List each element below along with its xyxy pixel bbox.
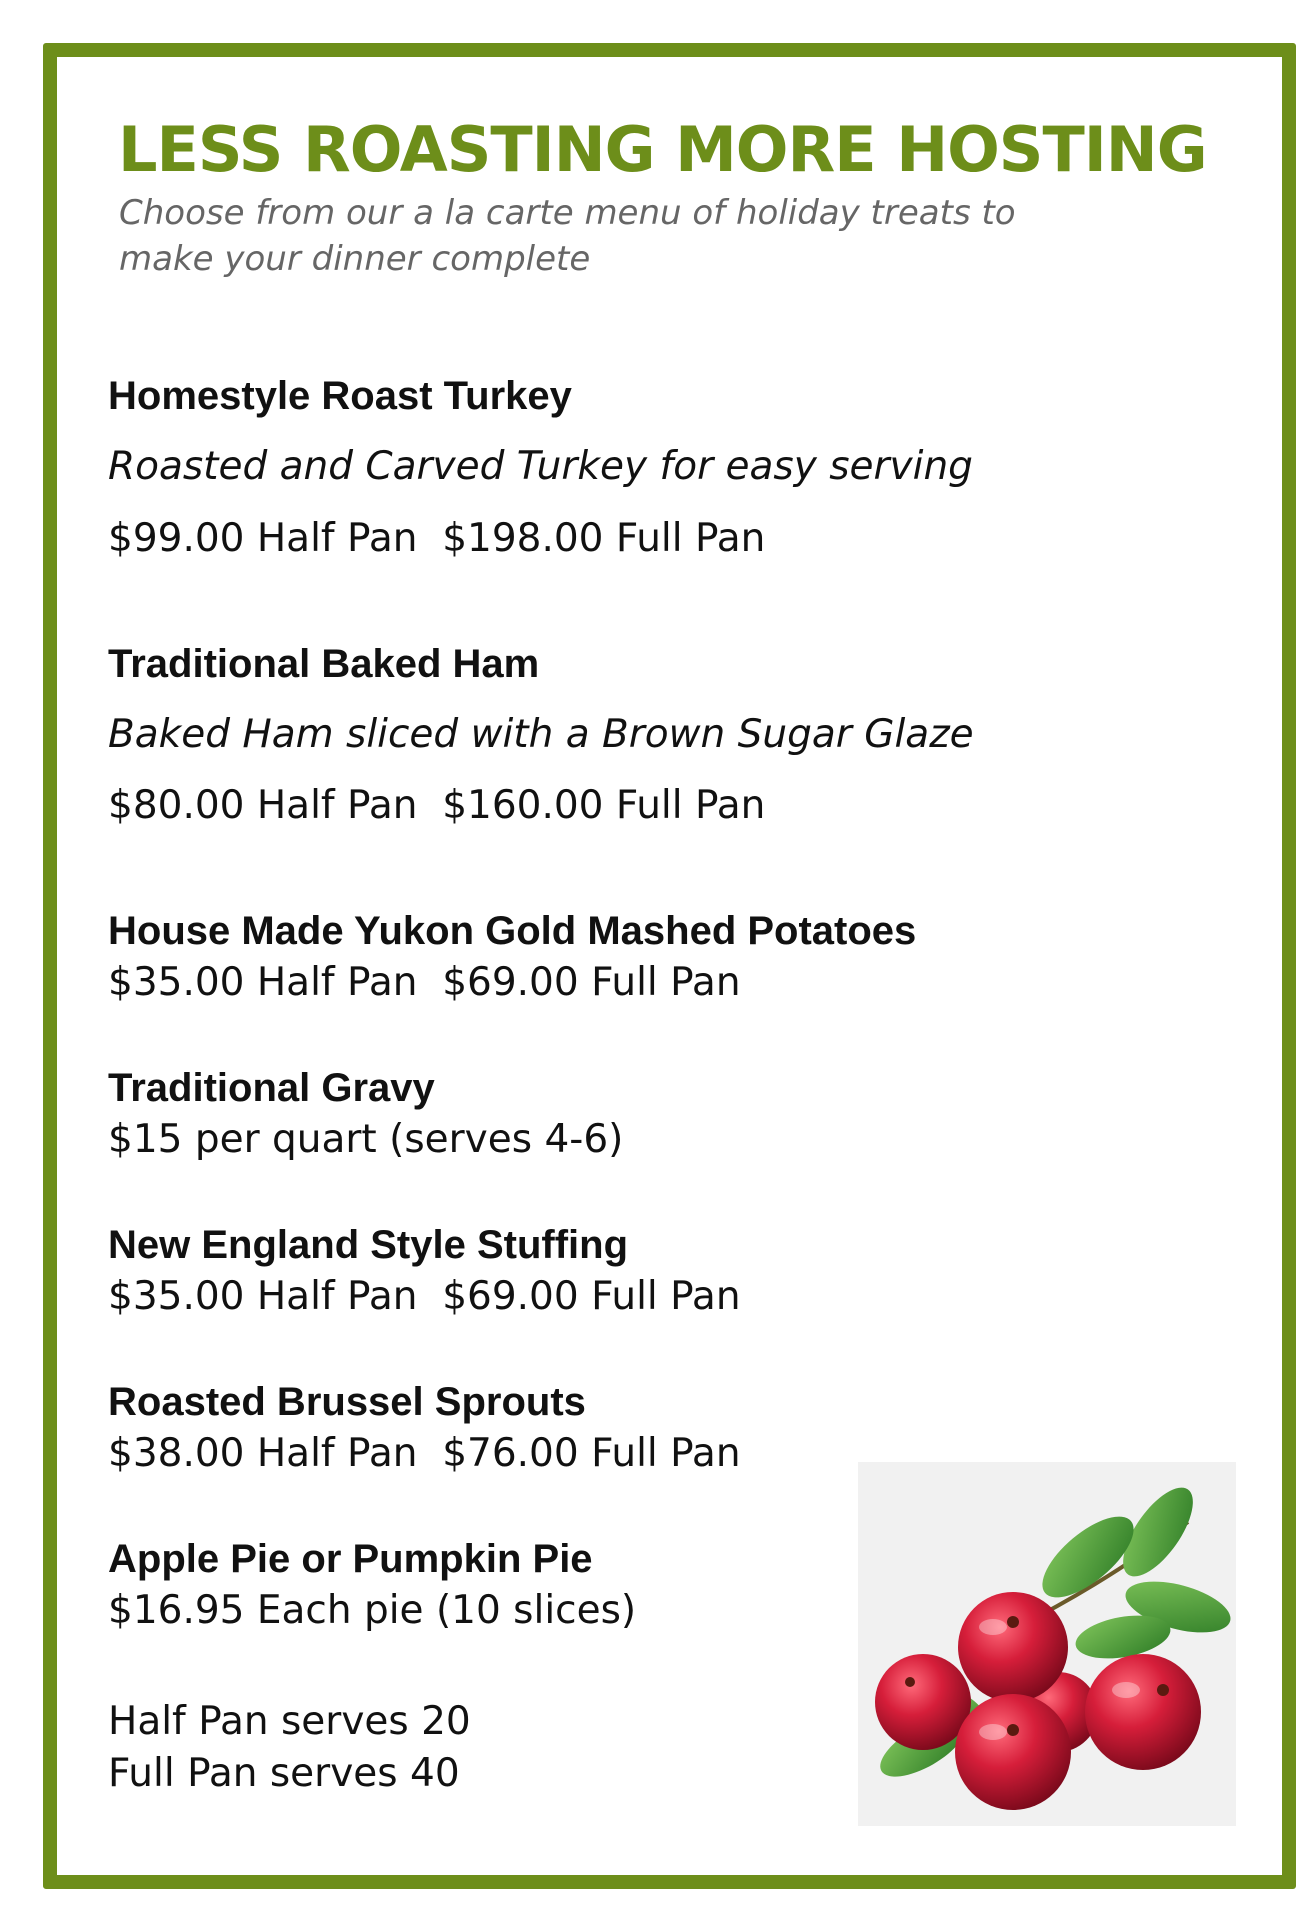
- menu-item-name-gravy: Traditional Gravy: [108, 1066, 435, 1110]
- menu-item-name-brussel-sprouts: Roasted Brussel Sprouts: [108, 1380, 586, 1424]
- menu-item-name-pie: Apple Pie or Pumpkin Pie: [108, 1537, 593, 1581]
- menu-item-description-turkey: Roasted and Carved Turkey for easy serving: [108, 444, 973, 489]
- menu-item-name-mashed-potatoes: House Made Yukon Gold Mashed Potatoes: [108, 909, 917, 953]
- page-subtitle: Choose from our a la carte menu of holiday treats to make your dinner complete: [119, 193, 1016, 279]
- cranberries-illustration: [858, 1462, 1236, 1826]
- serving-note-full-pan: Full Pan serves 40: [108, 1751, 460, 1796]
- page-title: LESS ROASTING MORE HOSTING: [118, 113, 1207, 186]
- menu-item-name-stuffing: New England Style Stuffing: [108, 1223, 629, 1267]
- menu-item-price-mashed-potatoes: $35.00 Half Pan $69.00 Full Pan: [108, 960, 741, 1005]
- menu-item-price-gravy: $15 per quart (serves 4-6): [108, 1117, 624, 1162]
- menu-item-price-stuffing: $35.00 Half Pan $69.00 Full Pan: [108, 1274, 741, 1319]
- menu-item-name-turkey: Homestyle Roast Turkey: [108, 374, 572, 418]
- menu-item-price-pie: $16.95 Each pie (10 slices): [108, 1588, 637, 1633]
- menu-item-price-brussel-sprouts: $38.00 Half Pan $76.00 Full Pan: [108, 1431, 741, 1476]
- menu-item-price-turkey: $99.00 Half Pan $198.00 Full Pan: [108, 516, 766, 561]
- cranberries-image: [858, 1462, 1236, 1826]
- menu-item-price-ham: $80.00 Half Pan $160.00 Full Pan: [108, 783, 766, 828]
- menu-item-description-ham: Baked Ham sliced with a Brown Sugar Glaze: [108, 712, 974, 757]
- serving-note-half-pan: Half Pan serves 20: [108, 1699, 471, 1744]
- menu-item-name-ham: Traditional Baked Ham: [108, 642, 540, 686]
